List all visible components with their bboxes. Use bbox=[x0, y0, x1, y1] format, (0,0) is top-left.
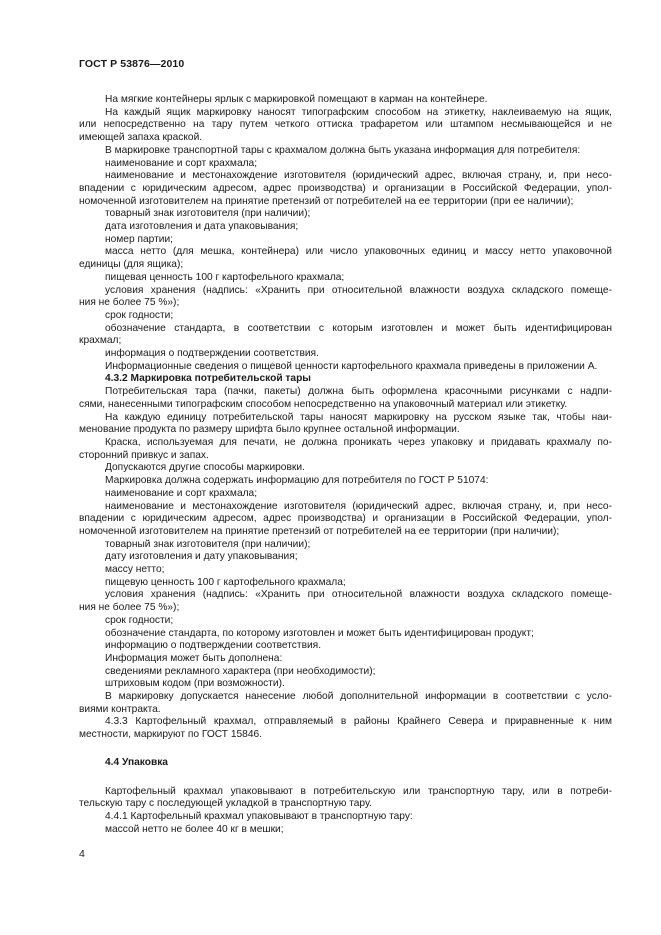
paragraph: Допускаются другие способы маркировки. bbox=[105, 462, 305, 474]
text-line: номоченной изготовителем на принятие претензий от потребителей на ее территории (при ее наличии); bbox=[79, 195, 574, 207]
list-item: массой нетто не более 40 кг в мешки; bbox=[105, 823, 284, 835]
document-header: ГОСТ Р 53876—2010 bbox=[79, 58, 185, 70]
paragraph bbox=[79, 716, 612, 741]
list-item: наименование и сорт крахмала; bbox=[105, 157, 258, 169]
text-line: крахмал; bbox=[79, 335, 122, 347]
list-item: товарный знак изготовителя (при наличии); bbox=[105, 208, 311, 220]
list-item bbox=[79, 285, 612, 310]
text-line: ния не более 75 %»); bbox=[79, 297, 180, 309]
text-line: менование продукта по размеру шрифта было крупнее остальной информации. bbox=[79, 424, 460, 436]
text-line: виями контракта. bbox=[79, 703, 161, 715]
text-line: условия хранения (надпись: «Хранить при относительной влажности воздуха складского помеще- bbox=[105, 589, 612, 601]
text-line: впадении с юридическим адресом, адрес производства) и организации в Российской Федерации, упол- bbox=[79, 182, 612, 194]
list-item bbox=[79, 170, 612, 208]
text-line: обозначение стандарта, в соответствии с которым изготовлен и может быть идентифицирован bbox=[105, 322, 612, 334]
text-line: 4.3.3 Картофельный крахмал, отправляемый в районы Крайнего Севера и приравненные к ним bbox=[105, 716, 612, 728]
paragraph bbox=[79, 786, 612, 811]
text-line: сями, нанесенными типографским способом непосредственно на упаковочный материал или этикетку. bbox=[79, 398, 568, 410]
list-item: срок годности; bbox=[105, 309, 174, 321]
paragraph bbox=[79, 386, 612, 411]
document-body bbox=[79, 94, 612, 836]
text-line: На каждый ящик маркировку наносят типографским способом на этикетку, наклеиваемую на ящик, bbox=[105, 106, 612, 118]
text-line: номоченной изготовителем на принятие претензий от потребителей на ее территории (при наличии); bbox=[79, 525, 560, 537]
list-item: сведениями рекламного характера (при необходимости); bbox=[105, 665, 376, 677]
list-item: товарный знак изготовителя (при наличии); bbox=[105, 538, 311, 550]
list-item: информация о подтверждении соответствия. bbox=[105, 348, 319, 360]
text-line: ния не более 75 %»); bbox=[79, 602, 180, 614]
paragraph: Информация может быть дополнена: bbox=[105, 652, 283, 664]
paragraph: Маркировка должна содержать информацию для потребителя по ГОСТ Р 51074: bbox=[105, 475, 489, 487]
text-line: наименование и местонахождение изготовителя (юридический адрес, включая страну, и, при несо- bbox=[105, 500, 612, 512]
paragraph bbox=[79, 691, 612, 716]
text-line: условия хранения (надпись: «Хранить при относительной влажности воздуха складского помеще- bbox=[105, 284, 612, 296]
paragraph: Информационные сведения о пищевой ценности картофельного крахмала приведены в приложении А. bbox=[105, 360, 598, 372]
list-item bbox=[79, 323, 612, 348]
paragraph bbox=[79, 437, 612, 462]
list-item bbox=[79, 589, 612, 614]
text-line: местности, маркируют по ГОСТ 15846. bbox=[79, 729, 262, 741]
list-item bbox=[79, 501, 612, 539]
list-item: информацию о подтверждении соответствия. bbox=[105, 640, 322, 652]
list-item: массу нетто; bbox=[105, 564, 165, 576]
list-item: наименование и сорт крахмала; bbox=[105, 487, 258, 499]
text-line: впадении с юридическим адресом, адрес производства) и организации в Российской Федерации, упол- bbox=[79, 513, 612, 525]
list-item: пищевую ценность 100 г картофельного крахмала; bbox=[105, 576, 346, 588]
text-line: Картофельный крахмал упаковывают в потребительскую или транспортную тару, или в потреби- bbox=[105, 785, 612, 797]
text-line: В маркировку допускается нанесение любой дополнительной информации в соответствии с усло- bbox=[105, 691, 612, 703]
paragraph bbox=[79, 412, 612, 437]
list-item bbox=[79, 246, 612, 271]
text-line: или непосредственно на тару путем четкого оттиска трафаретом или штампом несмывающейся и не bbox=[79, 119, 612, 131]
paragraph: В маркировке транспортной тары с крахмалом должна быть указана информация для потребителя: bbox=[105, 144, 581, 156]
list-item: срок годности; bbox=[105, 614, 174, 626]
list-item: дату изготовления и дату упаковывания; bbox=[105, 551, 298, 563]
list-item: дата изготовления и дата упаковывания; bbox=[105, 221, 299, 233]
section-heading-4-3-2: 4.3.2 Маркировка потребительской тары bbox=[105, 373, 311, 385]
page-number: 4 bbox=[79, 848, 85, 860]
text-line: На каждую единицу потребительской тары наносят маркировку на русском языке так, чтобы наи- bbox=[105, 411, 612, 423]
list-item: обозначение стандарта, по которому изготовлен и может быть идентифицирован продукт; bbox=[105, 627, 534, 639]
text-line: тельскую тару с последующей укладкой в транспортную тару. bbox=[79, 798, 372, 810]
paragraph: 4.4.1 Картофельный крахмал упаковывают в транспортную тару: bbox=[105, 810, 413, 822]
text-line: Потребительская тара (пачки, пакеты) должна быть оформлена красочными рисунками с надпи- bbox=[105, 386, 612, 398]
text-line: Краска, используемая для печати, не должна проникать через упаковку и придавать крахмалу по- bbox=[105, 436, 612, 448]
paragraph bbox=[79, 107, 612, 145]
list-item: номер партии; bbox=[105, 233, 173, 245]
text-line: наименование и местонахождение изготовителя (юридический адрес, включая страну, и, при несо- bbox=[105, 170, 612, 182]
text-line: единицы (для ящика); bbox=[79, 259, 184, 271]
text-line: имеющей запаха краской. bbox=[79, 132, 203, 144]
list-item: пищевая ценность 100 г картофельного крахмала; bbox=[105, 271, 345, 283]
text-line: сторонний привкус и запах. bbox=[79, 449, 209, 461]
paragraph: На мягкие контейнеры ярлык с маркировкой помещают в карман на контейнере. bbox=[105, 94, 488, 105]
section-heading-4-4: 4.4 Упаковка bbox=[105, 756, 168, 768]
text-line: масса нетто (для мешка, контейнера) или число упаковочных единиц и массу нетто упаковочной bbox=[105, 246, 612, 258]
list-item: штриховым кодом (при возможности). bbox=[105, 678, 285, 690]
